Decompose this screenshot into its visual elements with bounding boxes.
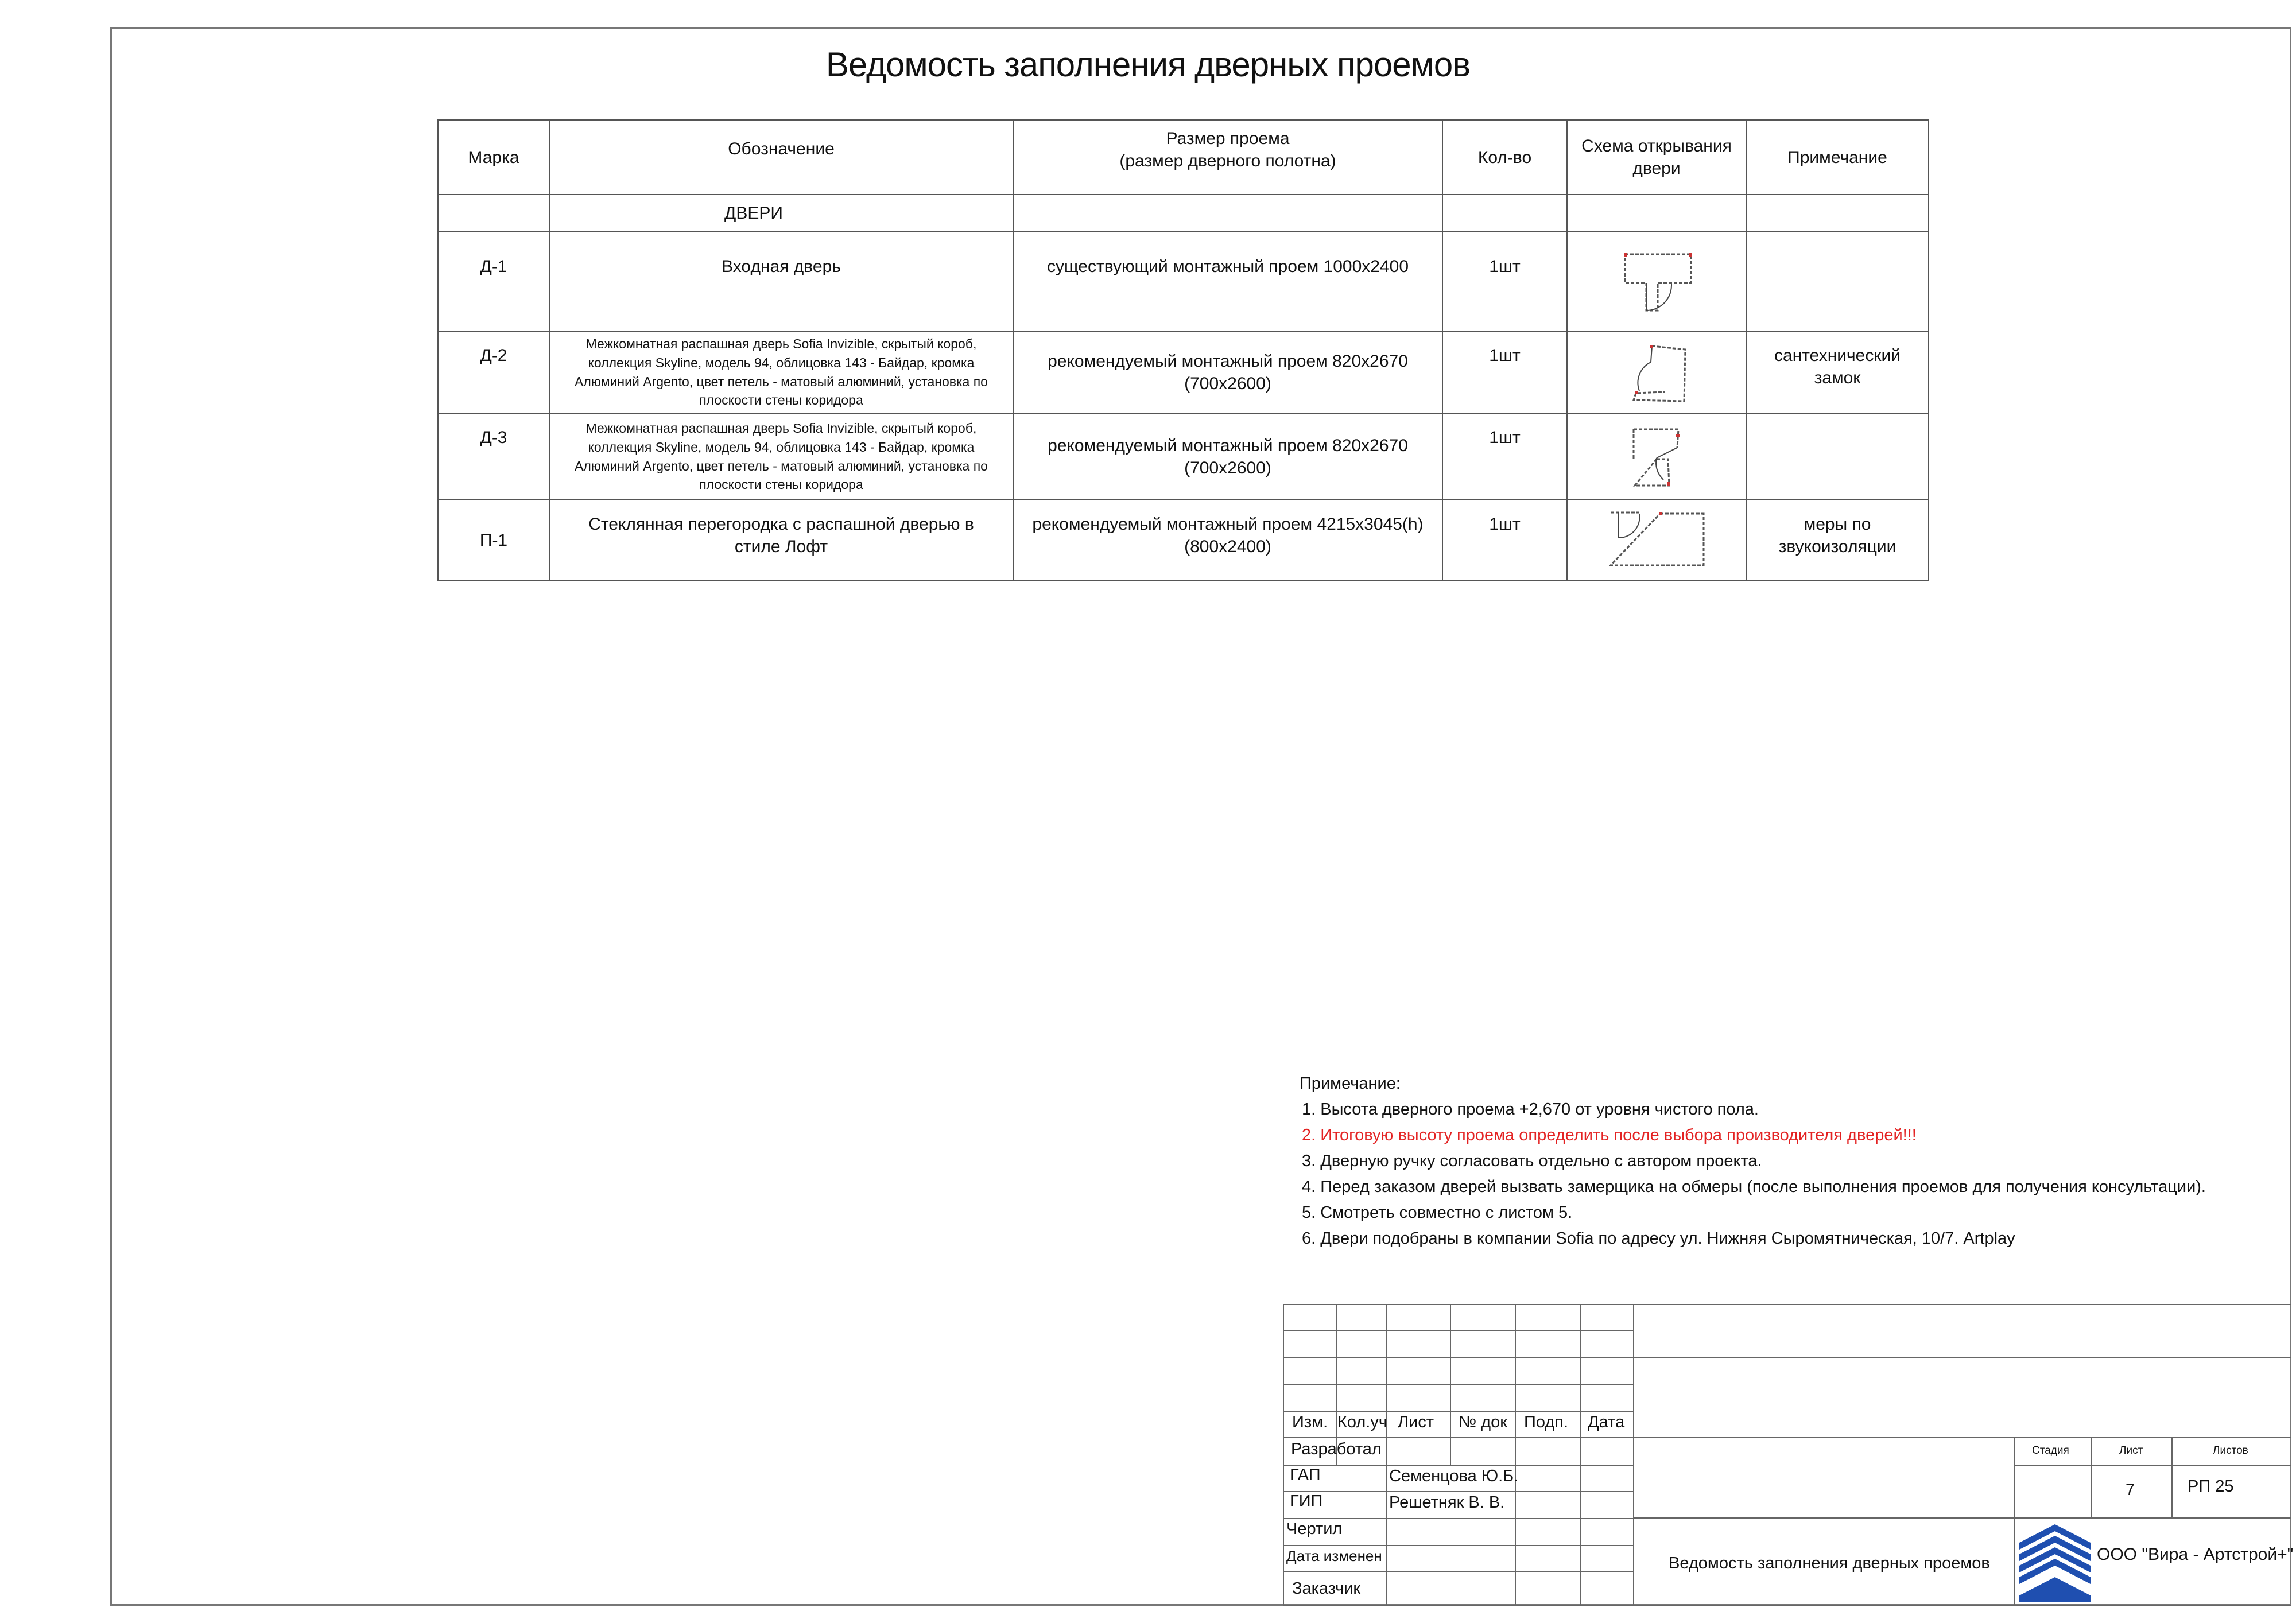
note-item: 5. Смотреть совместно с листом 5. — [1302, 1203, 1573, 1222]
section-label: ДВЕРИ — [549, 195, 1013, 232]
role-gip: ГИП — [1290, 1492, 1323, 1511]
row-note — [1746, 232, 1929, 331]
door-swing-d3-icon — [1616, 422, 1697, 491]
header-opening-size — [1013, 120, 1442, 195]
table-row — [438, 500, 1929, 580]
note-item-warning: 2. Итоговую высоту проема определить после выбора производителя дверей!!! — [1302, 1126, 1917, 1144]
col-list: Лист — [1398, 1413, 1434, 1431]
col-doc-number: № док — [1459, 1413, 1507, 1431]
sheets-value: РП 25 — [2188, 1477, 2234, 1496]
header-mark: Марка — [438, 120, 549, 195]
row-note: сантехнический замок — [1746, 331, 1929, 413]
row-designation: Стеклянная перегородка с распашной дверью в стиле Лофт — [549, 500, 1013, 580]
header-designation: Обозначение — [549, 120, 1013, 195]
role-gap: ГАП — [1290, 1466, 1321, 1484]
sheet-number: 7 — [2126, 1481, 2135, 1499]
row-note — [1746, 413, 1929, 500]
header-opening-scheme — [1567, 120, 1746, 195]
role-drew: Чертил — [1286, 1520, 1343, 1538]
row-designation: Межкомнатная распашная дверь Sofia Invizible, скрытый короб, коллекция Skyline, модель 94, облицовка 143 - Байдар, кромка Алюминий Argento, цвет петель - матовый алюминий, установка по плоскости стены коридора — [549, 331, 1013, 413]
role-date-changed: Дата изменен — [1286, 1547, 1382, 1564]
row-quantity: 1шт — [1442, 331, 1567, 413]
door-swing-entrance-icon — [1616, 247, 1697, 316]
note-item: 1. Высота дверного проема +2,670 от уровня чистого пола. — [1302, 1100, 1759, 1119]
row-mark: П-1 — [438, 500, 549, 580]
role-developed: Разработал — [1291, 1440, 1382, 1458]
row-opening-size: рекомендуемый монтажный проем 4215х3045(h) (800х2400) — [1013, 500, 1442, 580]
header-note: Примечание — [1746, 120, 1929, 195]
row-quantity: 1шт — [1442, 413, 1567, 500]
row-note: меры по звукоизоляции — [1746, 500, 1929, 580]
sheet-label: Лист — [2119, 1445, 2143, 1457]
row-mark: Д-1 — [438, 232, 549, 331]
partition-swing-icon — [1605, 506, 1708, 574]
header-size-line1: Размер проема — [1166, 129, 1290, 148]
sheet-title: Ведомость заполнения дверных проемов — [1669, 1554, 1990, 1572]
header-scheme-line2: двери — [1632, 159, 1681, 178]
row-mark: Д-2 — [438, 331, 549, 413]
table-row — [438, 331, 1929, 413]
row-opening-size: рекомендуемый монтажный проем 820х2670 (700х2600) — [1013, 413, 1442, 500]
name-gap: Семенцова Ю.Б. — [1389, 1467, 1519, 1485]
header-row — [438, 120, 1929, 195]
note-item: 4. Перед заказом дверей вызвать замерщика на обмеры (после выполнения проемов для получения консультации). — [1302, 1178, 2206, 1196]
section-row — [438, 195, 1929, 232]
company-logo-icon — [2015, 1520, 2095, 1605]
notes-header: Примечание: — [1300, 1074, 1401, 1093]
row-quantity: 1шт — [1442, 232, 1567, 331]
header-size-line2: (размер дверного полотна) — [1119, 152, 1336, 170]
col-kol-uch: Кол.уч — [1337, 1413, 1387, 1431]
col-signature: Подп. — [1524, 1413, 1569, 1431]
note-item: 6. Двери подобраны в компании Sofia по адресу ул. Нижняя Сыромятническая, 10/7. Artplay — [1302, 1229, 2015, 1248]
role-customer: Заказчик — [1292, 1579, 1361, 1598]
sheets-label: Листов — [2213, 1445, 2248, 1457]
notes-block — [1300, 1071, 2275, 1252]
row-opening-scheme — [1567, 232, 1746, 331]
row-mark: Д-3 — [438, 413, 549, 500]
row-designation: Входная дверь — [549, 232, 1013, 331]
company-name: ООО "Вира - Артстрой+" — [2097, 1545, 2294, 1564]
header-quantity: Кол-во — [1442, 120, 1567, 195]
document-title: Ведомость заполнения дверных проемов — [825, 45, 1471, 84]
row-designation: Межкомнатная распашная дверь Sofia Invizible, скрытый короб, коллекция Skyline, модель 94, облицовка 143 - Байдар, кромка Алюминий Argento, цвет петель - матовый алюминий, установка по плоскости стены коридора — [549, 413, 1013, 500]
row-quantity: 1шт — [1442, 500, 1567, 580]
table-row — [438, 232, 1929, 331]
col-date: Дата — [1588, 1413, 1625, 1431]
door-swing-d2-icon — [1616, 338, 1697, 407]
col-izm: Изм. — [1292, 1413, 1328, 1431]
table-row — [438, 413, 1929, 500]
note-item: 3. Дверную ручку согласовать отдельно с автором проекта. — [1302, 1152, 1762, 1170]
row-opening-scheme — [1567, 413, 1746, 500]
row-opening-scheme — [1567, 331, 1746, 413]
name-gip: Решетняк В. В. — [1389, 1493, 1505, 1512]
row-opening-size: существующий монтажный проем 1000х2400 — [1013, 232, 1442, 331]
stage-label: Стадия — [2032, 1445, 2069, 1457]
row-opening-scheme — [1567, 500, 1746, 580]
door-schedule-table — [437, 119, 1929, 581]
header-scheme-line1: Схема открывания — [1581, 137, 1732, 156]
row-opening-size: рекомендуемый монтажный проем 820х2670 (700х2600) — [1013, 331, 1442, 413]
title-block — [1283, 1304, 2294, 1606]
